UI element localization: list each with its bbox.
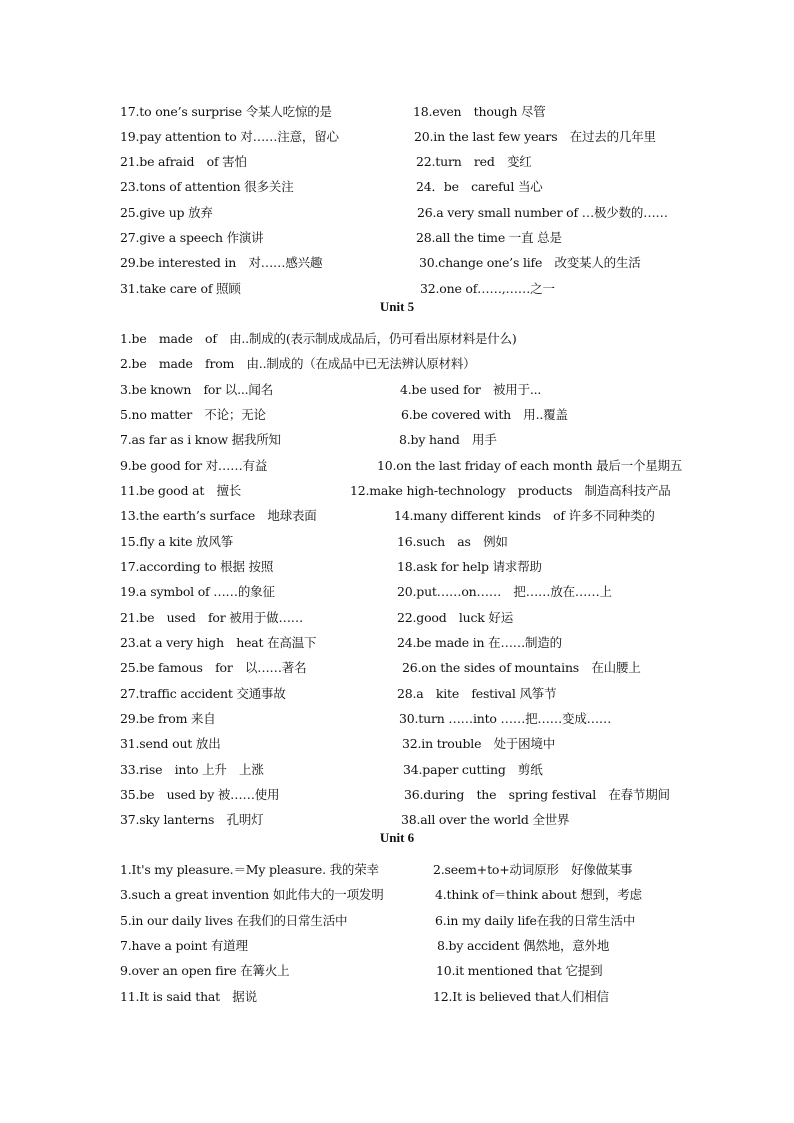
phrase-left: 27.give a speech 作演讲 bbox=[120, 230, 264, 245]
phrase-left: 1.be made of 由..制成的(表示制成成品后，仍可看出原材料是什么) bbox=[120, 331, 517, 346]
phrase-right: 32.in trouble 处于困境中 bbox=[402, 736, 556, 751]
phrase-left: 19.pay attention to 对……注意，留心 bbox=[120, 129, 339, 144]
phrase-right: 6.be covered with 用..覆盖 bbox=[401, 407, 568, 422]
phrase-left: 13.the earth’s surface 地球表面 bbox=[120, 508, 317, 523]
unit-6-heading: Unit 6 bbox=[379, 830, 415, 845]
list-item bbox=[0, 908, 794, 933]
list-item bbox=[0, 453, 794, 478]
phrase-left: 25.be famous for 以……著名 bbox=[120, 660, 307, 675]
phrase-right: 6.in my daily life在我的日常生活中 bbox=[435, 913, 636, 928]
phrase-left: 23.tons of attention 很多关注 bbox=[120, 179, 294, 194]
phrase-left: 19.a symbol of ……的象征 bbox=[120, 584, 275, 599]
phrase-left: 25.give up 放弃 bbox=[120, 205, 213, 220]
phrase-left: 29.be interested in 对……感兴趣 bbox=[120, 255, 323, 270]
phrase-right: 8.by hand 用手 bbox=[399, 432, 497, 447]
phrase-right: 24．be careful 当心 bbox=[416, 179, 543, 194]
phrase-right: 32.one of……,……之一 bbox=[420, 281, 555, 296]
phrase-right: 22.good luck 好运 bbox=[397, 610, 514, 625]
list-item bbox=[0, 605, 794, 630]
phrase-right: 20.put……on…… 把……放在……上 bbox=[397, 584, 612, 599]
phrase-right: 20.in the last few years 在过去的几年里 bbox=[414, 129, 656, 144]
phrase-right: 26.on the sides of mountains 在山腰上 bbox=[402, 660, 641, 675]
phrase-right: 26.a very small number of …极少数的…… bbox=[417, 205, 668, 220]
list-item bbox=[0, 655, 794, 680]
list-item bbox=[0, 149, 794, 174]
phrase-left: 9.over an open fire 在篝火上 bbox=[120, 963, 290, 978]
list-item bbox=[0, 478, 794, 503]
phrase-right: 22.turn red 变红 bbox=[416, 154, 532, 169]
list-item bbox=[0, 377, 794, 402]
list-item bbox=[0, 503, 794, 528]
phrase-left: 1.It's my pleasure.＝My pleasure. 我的荣幸 bbox=[120, 862, 379, 877]
phrase-right: 24.be made in 在……制造的 bbox=[397, 635, 562, 650]
phrase-right: 28.a kite festival 风筝节 bbox=[397, 686, 557, 701]
list-item bbox=[0, 554, 794, 579]
phrase-left: 7.as far as i know 据我所知 bbox=[120, 432, 281, 447]
list-item bbox=[0, 630, 794, 655]
phrase-left: 17.to one’s surprise 令某人吃惊的是 bbox=[120, 104, 332, 119]
list-item bbox=[0, 174, 794, 199]
list-item bbox=[0, 326, 794, 351]
phrase-right: 16.such as 例如 bbox=[397, 534, 508, 549]
list-item bbox=[0, 427, 794, 452]
phrase-right: 30.turn ……into ……把……变成…… bbox=[399, 711, 612, 726]
phrase-left: 15.fly a kite 放风筝 bbox=[120, 534, 234, 549]
list-item bbox=[0, 99, 794, 124]
list-item bbox=[0, 958, 794, 983]
phrase-left: 11.be good at 擅长 bbox=[120, 483, 242, 498]
list-item bbox=[0, 351, 794, 376]
phrase-right: 10.on the last friday of each month 最后一个星期五 bbox=[377, 458, 683, 473]
phrase-left: 33.rise into 上升 上涨 bbox=[120, 762, 264, 777]
phrase-right: 30.change one’s life 改变某人的生活 bbox=[419, 255, 641, 270]
phrase-left: 37.sky lanterns 孔明灯 bbox=[120, 812, 264, 827]
phrase-left: 17.according to 根据 按照 bbox=[120, 559, 274, 574]
list-item bbox=[0, 250, 794, 275]
phrase-left: 9.be good for 对……有益 bbox=[120, 458, 268, 473]
list-item bbox=[0, 782, 794, 807]
list-item bbox=[0, 933, 794, 958]
phrase-right: 18.even though 尽管 bbox=[413, 104, 546, 119]
phrase-right: 28.all the time 一直 总是 bbox=[416, 230, 562, 245]
list-item bbox=[0, 757, 794, 782]
phrase-left: 3.such a great invention 如此伟大的一项发明 bbox=[120, 887, 384, 902]
phrase-left: 27.traffic accident 交通事故 bbox=[120, 686, 286, 701]
list-item bbox=[0, 857, 794, 882]
list-item bbox=[0, 200, 794, 225]
phrase-left: 2.be made from 由..制成的（在成品中已无法辨认原材料） bbox=[120, 356, 476, 371]
phrase-left: 3.be known for 以...闻名 bbox=[120, 382, 274, 397]
phrase-left: 5.in our daily lives 在我们的日常生活中 bbox=[120, 913, 348, 928]
list-item bbox=[0, 882, 794, 907]
phrase-right: 12.make high-technology products 制造高科技产品 bbox=[350, 483, 671, 498]
phrase-left: 21.be afraid of 害怕 bbox=[120, 154, 247, 169]
phrase-left: 7.have a point 有道理 bbox=[120, 938, 248, 953]
list-item bbox=[0, 276, 794, 301]
phrase-right: 10.it mentioned that 它提到 bbox=[436, 963, 603, 978]
list-item bbox=[0, 124, 794, 149]
phrase-right: 36.during the spring festival 在春节期间 bbox=[404, 787, 670, 802]
unit-5-heading: Unit 5 bbox=[379, 299, 415, 314]
phrase-left: 5.no matter 不论；无论 bbox=[120, 407, 266, 422]
phrase-left: 21.be used for 被用于做…… bbox=[120, 610, 304, 625]
list-item bbox=[0, 807, 794, 832]
phrase-left: 35.be used by 被……使用 bbox=[120, 787, 280, 802]
phrase-left: 31.take care of 照顾 bbox=[120, 281, 241, 296]
phrase-left: 29.be from 来自 bbox=[120, 711, 216, 726]
phrase-right: 2.seem+to+动词原形 好像做某事 bbox=[433, 862, 633, 877]
phrase-right: 38.all over the world 全世界 bbox=[401, 812, 570, 827]
phrase-right: 18.ask for help 请求帮助 bbox=[397, 559, 542, 574]
list-item bbox=[0, 529, 794, 554]
phrase-right: 34.paper cutting 剪纸 bbox=[403, 762, 543, 777]
phrase-right: 14.many different kinds of 许多不同种类的 bbox=[394, 508, 655, 523]
list-item bbox=[0, 402, 794, 427]
list-item bbox=[0, 706, 794, 731]
list-item bbox=[0, 984, 794, 1009]
phrase-right: 12.It is believed that人们相信 bbox=[433, 989, 609, 1004]
list-item bbox=[0, 579, 794, 604]
phrase-left: 23.at a very high heat 在高温下 bbox=[120, 635, 317, 650]
phrase-right: 4.think of＝think about 想到，考虑 bbox=[435, 887, 642, 902]
list-item bbox=[0, 225, 794, 250]
phrase-left: 11.It is said that 据说 bbox=[120, 989, 257, 1004]
list-item bbox=[0, 681, 794, 706]
phrase-left: 31.send out 放出 bbox=[120, 736, 221, 751]
phrase-right: 8.by accident 偶然地，意外地 bbox=[437, 938, 610, 953]
list-item bbox=[0, 731, 794, 756]
phrase-right: 4.be used for 被用于... bbox=[400, 382, 542, 397]
